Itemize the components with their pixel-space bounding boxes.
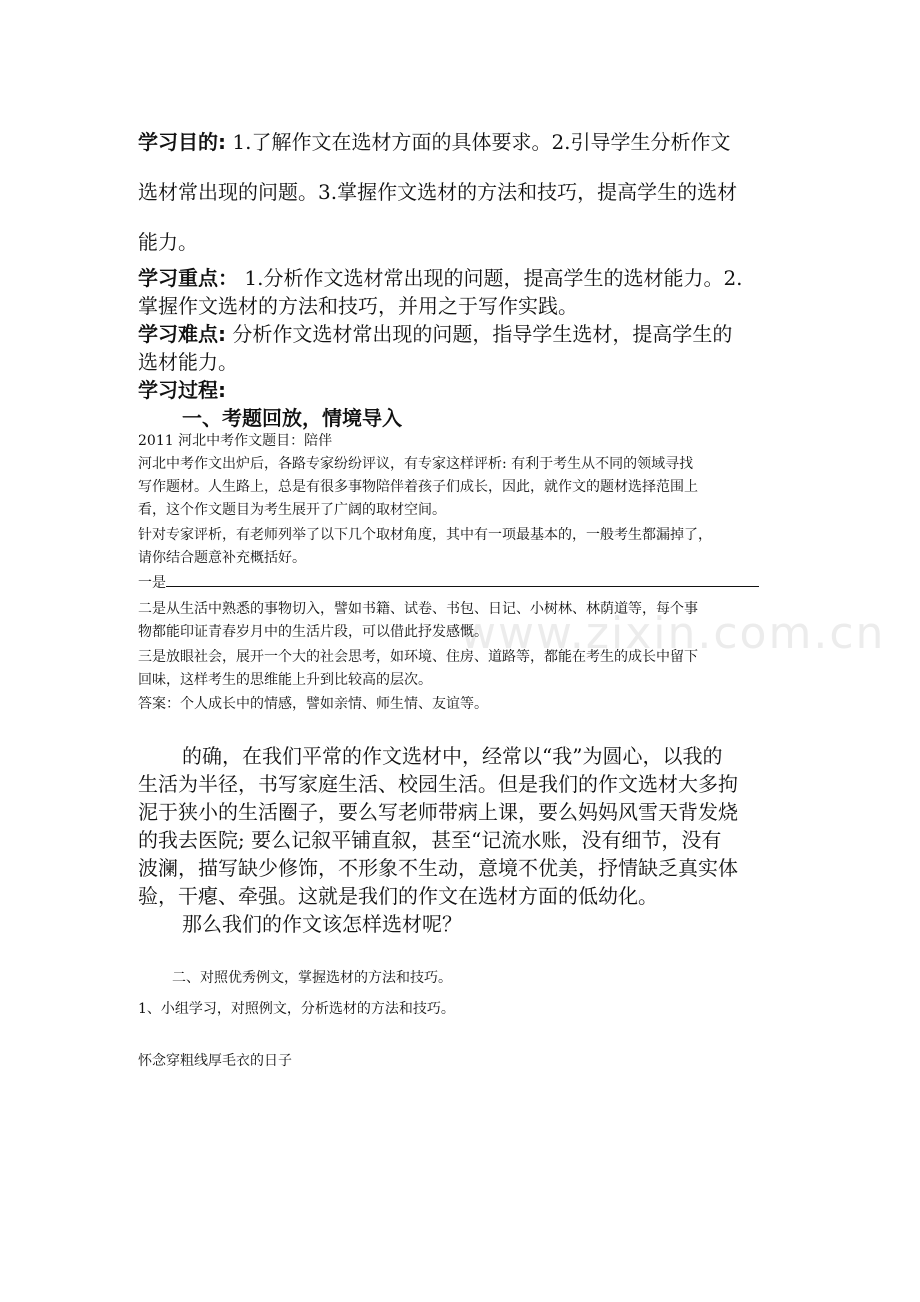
section1-heading: 一、考题回放，情境导入 xyxy=(182,406,402,430)
focus-text-1: 1.分析作文选材常出现的问题，提高学生的选材能力。2. xyxy=(244,266,743,290)
goal-text-2: 选材常出现的问题。3.掌握作文选材的方法和技巧，提高学生的选材 xyxy=(138,180,738,204)
goal-label: 学习目的: xyxy=(138,130,226,154)
section2-heading: 二、对照优秀例文，掌握选材的方法和技巧。 xyxy=(172,970,452,986)
section1-line: 二是从生活中熟悉的事物切入，譬如书籍、试卷、书包、日记、小树林、林荫道等，每个事 xyxy=(138,601,698,617)
section1-line: 请你结合题意补充概括好。 xyxy=(138,550,306,566)
paragraph-line: 生活为半径，书写家庭生活、校园生活。但是我们的作文选材大多拘 xyxy=(138,772,738,796)
section2-subheading: 1、小组学习，对照例文，分析选材的方法和技巧。 xyxy=(138,1001,455,1017)
section1-line: 三是放眼社会，展开一个大的社会思考，如环境、住房、道路等，都能在考生的成长中留下 xyxy=(138,649,698,665)
section1-line: 回味，这样考生的思维能上升到比较高的层次。 xyxy=(138,672,432,688)
section1-line: 针对专家评析，有老师列举了以下几个取材角度，其中有一项最基本的，一般考生都漏掉了， xyxy=(138,527,712,543)
paragraph-line: 验，干瘪、牵强。这就是我们的作文在选材方面的低幼化。 xyxy=(138,884,658,908)
goal-line-1 xyxy=(138,126,731,155)
fill-in-blank[interactable] xyxy=(166,574,759,587)
blank-prefix: 一是 xyxy=(138,575,166,591)
paragraph-line: 的我去医院; 要么记叙平铺直叙，甚至“记流水账，没有细节，没有 xyxy=(138,828,722,852)
focus-text-2: 掌握作文选材的方法和技巧，并用之于写作实践。 xyxy=(138,294,578,318)
focus-line-1 xyxy=(138,262,743,291)
essay-title: 怀念穿粗线厚毛衣的日子 xyxy=(138,1053,292,1069)
section1-line: 2011 河北中考作文题目：陪伴 xyxy=(138,433,333,449)
section1-line: 写作题材。人生路上，总是有很多事物陪伴着孩子们成长，因此，就作文的题材选择范围上 xyxy=(138,479,698,495)
goal-text-3: 能力。 xyxy=(138,230,198,254)
section1-line: 看，这个作文题目为考生展开了广阔的取材空间。 xyxy=(138,502,446,518)
process-label: 学习过程: xyxy=(138,378,226,402)
answer-blank-line xyxy=(138,572,759,592)
difficulty-line-1 xyxy=(138,318,732,347)
section1-line: 河北中考作文出炉后，各路专家纷纷评议，有专家这样评析: 有利于考生从不同的领域寻找 xyxy=(138,456,694,472)
section1-line: 物都能印证青春岁月中的生活片段，可以借此抒发感慨。 xyxy=(138,624,488,640)
goal-text-1: 1.了解作文在选材方面的具体要求。2.引导学生分析作文 xyxy=(232,130,731,154)
answer-line: 答案：个人成长中的情感，譬如亲情、师生情、友谊等。 xyxy=(138,696,488,712)
difficulty-text-2: 选材能力。 xyxy=(138,350,238,374)
paragraph-line: 波澜，描写缺少修饰，不形象不生动，意境不优美，抒情缺乏真实体 xyxy=(138,856,738,880)
watermark: www.zixin.com.cn xyxy=(460,608,886,659)
paragraph-line: 泥于狭小的生活圈子，要么写老师带病上课，要么妈妈风雪天背发烧 xyxy=(138,800,738,824)
paragraph-question: 那么我们的作文该怎样选材呢？ xyxy=(182,912,462,936)
paragraph-line: 的确，在我们平常的作文选材中，经常以“我”为圆心，以我的 xyxy=(182,744,723,768)
focus-label: 学习重点： xyxy=(138,266,238,290)
difficulty-text-1: 分析作文选材常出现的问题，指导学生选材，提高学生的 xyxy=(232,322,733,346)
difficulty-label: 学习难点: xyxy=(138,322,226,346)
